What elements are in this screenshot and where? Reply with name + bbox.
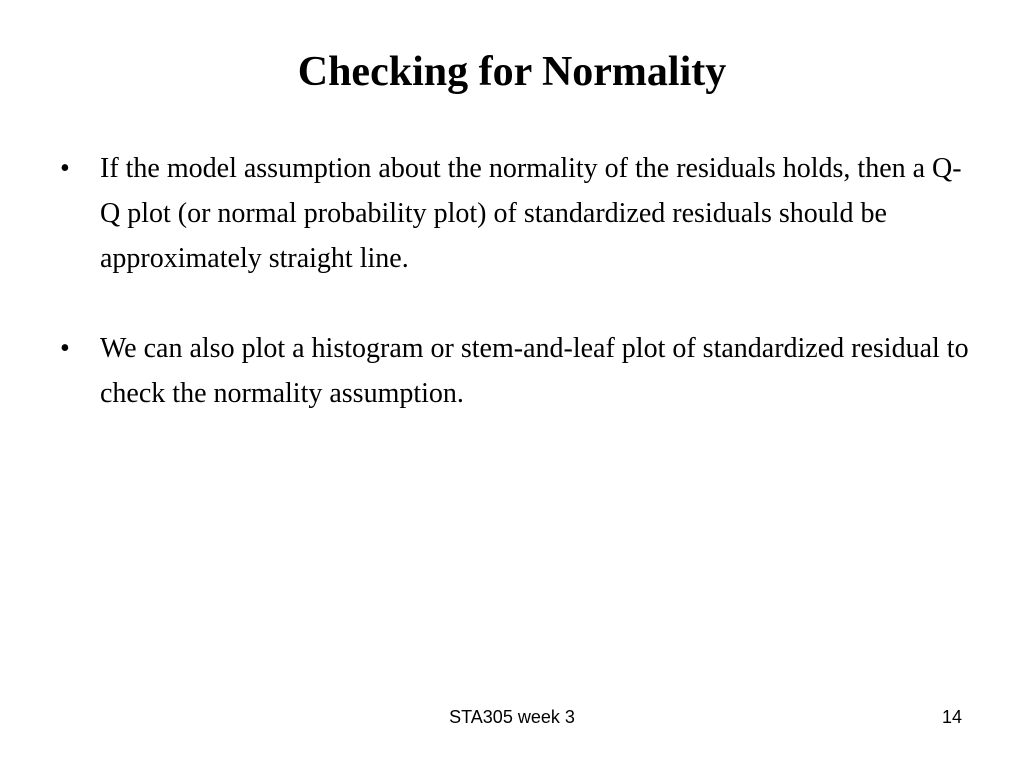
bullet-list <box>60 146 980 461</box>
footer-course-label: STA305 week 3 <box>449 707 575 727</box>
bullet-item <box>60 326 980 416</box>
bullet-marker: • <box>60 333 70 364</box>
slide-title: Checking for Normality <box>297 49 727 95</box>
bullet-text: If the model assumption about the normality of the residuals holds, then a Q-Q plot (or normal probability plot) of standardized residuals should be approximately straight line. <box>100 153 962 274</box>
bullet-text: We can also plot a histogram or stem-and-leaf plot of standardized residual to check the normality assumption. <box>100 333 969 409</box>
page-number: 14 <box>941 707 962 727</box>
bullet-marker: • <box>60 153 70 184</box>
bullet-item <box>60 146 980 281</box>
